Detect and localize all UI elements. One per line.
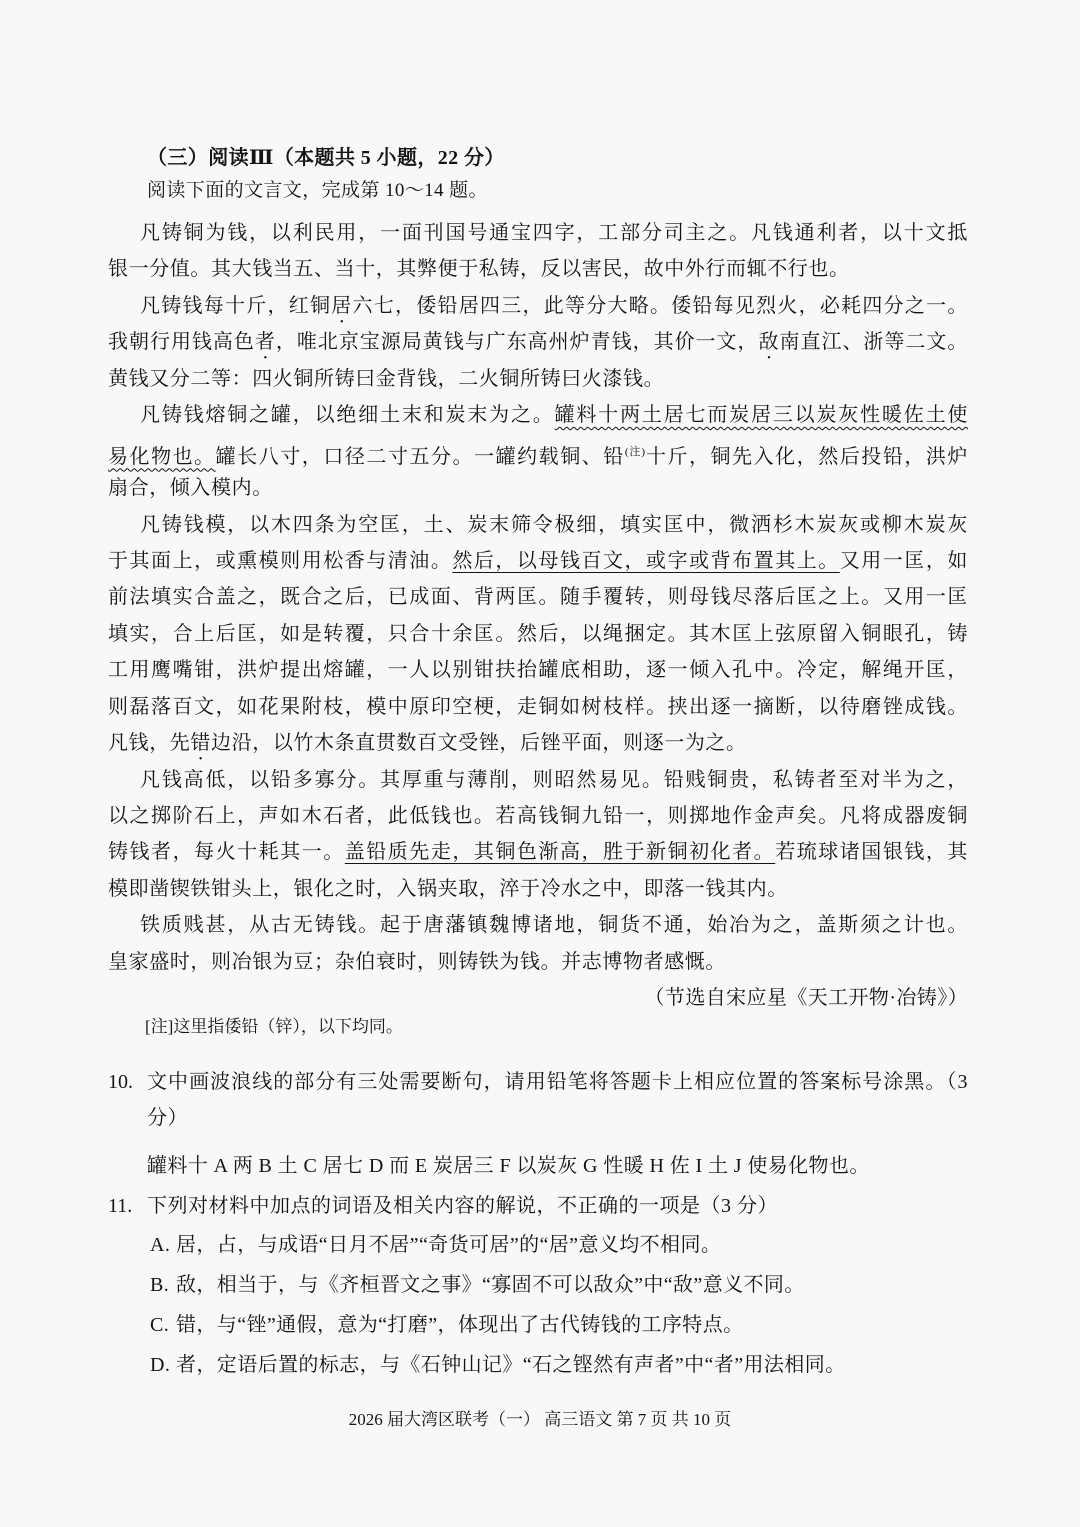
passage-line [108,725,968,761]
passage-source: （节选自宋应星《天工开物·冶铸》） [644,987,968,1009]
passage-text: 六七，倭铅居四三，此等分大略。倭铅每见烈火，必耗四分之一。 [352,294,968,317]
option-text: 敌，相当于，与《齐桓晋文之事》“寡固不可以敌众”中“敌”意义不同。 [176,1274,805,1296]
passage-text: 十斤，铜先入化，然后投铅，洪炉 [645,445,969,468]
section-instruction: 阅读下面的文言文，完成第 10～14 题。 [147,180,488,201]
passage-text: 填实，合上后匡，如是转覆，只合十余匡。然后，以绳捆定。其木匡上弦原留入铜眼孔，铸 [108,622,968,645]
passage-line [108,616,968,652]
passage-line [108,507,968,543]
passage-paragraph [108,507,968,762]
passage-line [108,652,968,688]
passage-text: 若琉球诸国银钱，其 [775,841,968,864]
passage-line [108,397,968,433]
wavy-underlined-text: 罐料十两土居七而炭居三以炭灰性暖佐土使 [554,404,968,427]
passage-text: 则磊落百文，如花果附枝，模中原印空梗，走铜如树枝样。挟出逐一摘断，以待磨锉成钱。 [108,695,968,718]
question-10-choices: 罐料十 A 两 B 土 C 居七 D 而 E 炭居三 F 以炭灰 G 性暖 H 佐 I 土 J 使易化物也。 [147,1155,870,1177]
passage [108,215,968,980]
question-11-options [150,1225,968,1385]
question-10-stem: 文中画波浪线的部分有三处需要断句，请用铅笔将答题卡上相应位置的答案标号涂黑。（3 分） [147,1071,968,1129]
passage-text: 罐长八寸，口径二寸五分。一罐约载铜、铅 [215,445,625,468]
passage-text: 扇合，倾入模内。 [108,477,273,500]
passage-paragraph [108,762,968,908]
passage-line [108,215,968,251]
passage-paragraph [108,397,968,506]
passage-text: 银一分值。其大钱当五、当十，其弊便于私铸，反以害民，故中外行而辄不行也。 [108,258,850,281]
passage-paragraph [108,215,968,288]
passage-line [108,871,968,907]
passage-text: 凡铸钱每十斤，红铜 [140,294,332,317]
passage-text: 凡铸钱模，以木四条为空匡，土、炭末筛令极细，填实匡中，微洒杉木炭灰或柳木炭灰 [140,513,968,536]
passage-line [108,361,968,397]
question-11 [108,1188,968,1224]
passage-line [108,907,968,943]
passage-text: 凡铸铜为钱，以利民用，一面刊国号通宝四字，工部分司主之。凡钱通利者，以十文抵 [140,222,968,244]
passage-text: 皇家盛时，则冶银为豆；杂伯衰时，则铸铁为钱。并志博物者感慨。 [108,950,726,973]
page-footer: 2026 届大湾区联考（一） 高三语文 第 7 页 共 10 页 [348,1410,732,1429]
passage-footnote: [注]这里指倭铅（锌），以下均同。 [145,1017,403,1036]
passage-paragraph [108,288,968,397]
question-10-number: 10. [108,1071,133,1093]
underlined-sentence: 盖铅质先走，其铜色渐高，胜于新铜初化者。 [344,841,776,864]
passage-line [108,798,968,834]
question-11-number: 11. [108,1195,133,1217]
dotted-word: 者 [254,331,276,354]
option-letter: A. [150,1234,171,1256]
option-text: 错，与“锉”通假，意为“打磨”，体现出了古代铸钱的工序特点。 [176,1314,744,1336]
passage-line [108,762,968,798]
option-text: 者，定语后置的标志，与《石钟山记》“石之铿然有声者”中“者”用法相同。 [176,1354,846,1376]
passage-text: 凡钱高低，以铅多寡分。其厚重与薄削，则昭然易见。铅贱铜贵，私铸者至对半为之， [140,768,968,791]
passage-text: 边沿，以竹木条直贯数百文受锉，后锉平面，则逐一为之。 [211,732,747,755]
passage-text: 南直江、浙等二文。 [779,331,968,354]
option-text: 居，占，与成语“日月不居”“奇货可居”的“居”意义均不相同。 [176,1234,722,1256]
option-b [150,1265,968,1305]
passage-text: 黄钱又分二等：四火铜所铸曰金背钱，二火铜所铸曰火漆钱。 [108,367,665,390]
passage-line [108,834,968,870]
note-reference: (注) [624,445,646,458]
option-letter: C. [150,1314,170,1336]
passage-line [108,324,968,360]
passage-text: 于其面上，或熏模则用松香与清油。 [108,549,453,572]
passage-line [108,434,968,470]
passage-text: 我朝行用钱高色 [108,331,255,354]
passage-line [108,288,968,324]
passage-paragraph [108,907,968,980]
passage-text: ，唯北京宝源局黄钱与广东高州炉青钱，其价一文， [275,331,759,354]
passage-text: 凡钱，先 [108,732,191,755]
passage-text: 模即凿锲铁钳头上，银化之时，入锅夹取，淬于冷水之中，即落一钱其内。 [108,877,788,900]
passage-text: 凡铸钱熔铜之罐，以绝细土末和炭末为之。 [140,404,555,427]
option-letter: B. [150,1274,170,1296]
question-10 [108,1064,968,1136]
dotted-word: 居 [331,294,353,317]
option-d [150,1345,968,1385]
passage-text: 以之掷阶石上，声如木石者，此低钱也。若高钱铜九铅一，则掷地作金声矣。凡将成器废铜 [108,805,968,827]
option-a [150,1225,968,1265]
passage-text: 前法填实合盖之，既合之后，已成面、背两匡。随手覆转，则母钱尽落后匡之上。又用一匡 [108,586,968,609]
dotted-word: 错 [190,732,212,755]
passage-line [108,944,968,980]
section-heading: （三）阅读Ⅲ（本题共 5 小题，22 分） [147,147,505,169]
option-c [150,1305,968,1345]
passage-line [108,689,968,725]
passage-text: 又用一匡，如 [839,549,968,572]
passage-line [108,470,968,506]
passage-line [108,543,968,579]
passage-text: 铸钱者，每火十耗其一。 [108,841,345,864]
underlined-sentence: 然后，以母钱百文，或字或背布置其上。 [452,549,840,572]
passage-line [108,251,968,287]
option-letter: D. [150,1354,171,1376]
question-11-stem: 下列对材料中加点的词语及相关内容的解说，不正确的一项是（3 分） [147,1195,778,1217]
passage-line [108,579,968,615]
passage-text: 工用鹰嘴钳，洪炉提出熔罐，一人以别钳扶抬罐底相助，逐一倾入孔中。冷定，解绳开匡， [108,659,968,682]
dotted-word: 敌 [758,331,780,354]
wavy-underlined-text: 易化物也。 [108,445,216,468]
passage-text: 铁质贱甚，从古无铸钱。起于唐藩镇魏博诸地，铜货不通，始冶为之，盖斯须之计也。 [140,914,968,937]
